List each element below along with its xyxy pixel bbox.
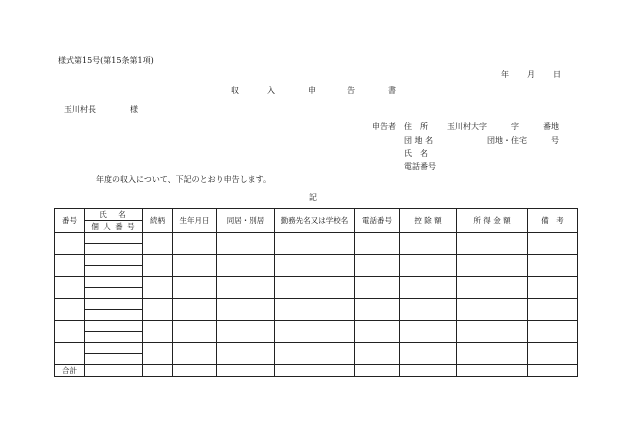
birthdate-cell[interactable]	[173, 343, 217, 365]
deduction-cell[interactable]	[400, 321, 457, 343]
relationship-cell[interactable]	[143, 343, 173, 365]
table-row	[55, 277, 578, 288]
birthdate-cell[interactable]	[173, 277, 217, 299]
total-birthdate-cell[interactable]	[173, 365, 217, 377]
number-cell[interactable]	[55, 299, 85, 321]
header-cohabitation: 同居・別居	[217, 209, 275, 233]
header-birthdate: 生年月日	[173, 209, 217, 233]
table-row	[55, 321, 578, 332]
ki-marker: 記	[309, 193, 317, 202]
remarks-cell[interactable]	[528, 343, 578, 365]
header-name	[85, 209, 143, 221]
relationship-cell[interactable]	[143, 277, 173, 299]
deduction-cell[interactable]	[400, 299, 457, 321]
addressee-suffix: 様	[130, 105, 138, 114]
cohabitation-cell[interactable]	[217, 299, 275, 321]
birthdate-cell[interactable]	[173, 299, 217, 321]
individual-number-cell[interactable]	[85, 310, 143, 321]
table-row	[55, 255, 578, 266]
table-row	[55, 299, 578, 310]
total-name-cell[interactable]	[85, 365, 143, 377]
cohabitation-cell[interactable]	[217, 255, 275, 277]
income-cell[interactable]	[457, 343, 528, 365]
total-phone-cell[interactable]	[355, 365, 400, 377]
title-char-1: 収	[231, 86, 239, 95]
header-number: 番号	[55, 209, 85, 233]
relationship-cell[interactable]	[143, 255, 173, 277]
date-day-label: 日	[553, 70, 561, 79]
remarks-cell[interactable]	[528, 277, 578, 299]
total-deduction-cell[interactable]	[400, 365, 457, 377]
header-workplace: 勤務先名又は学校名	[275, 209, 355, 233]
phone-number-label: 電話番号	[404, 162, 436, 171]
name-cell[interactable]	[85, 343, 143, 354]
number-cell[interactable]	[55, 343, 85, 365]
header-remarks: 備 考	[528, 209, 578, 233]
income-cell[interactable]	[457, 321, 528, 343]
total-cohabitation-cell[interactable]	[217, 365, 275, 377]
table-body	[55, 233, 578, 377]
individual-number-cell[interactable]	[85, 266, 143, 277]
title-char-3: 申	[308, 86, 316, 95]
table-header-row	[55, 209, 578, 221]
individual-number-cell[interactable]	[85, 332, 143, 343]
housing-complex-label: 団 地 名	[404, 136, 434, 145]
income-cell[interactable]	[457, 233, 528, 255]
deduction-cell[interactable]	[400, 255, 457, 277]
name-cell[interactable]	[85, 255, 143, 266]
phone-cell[interactable]	[355, 255, 400, 277]
applicant-label: 申告者	[372, 122, 396, 131]
phone-cell[interactable]	[355, 343, 400, 365]
phone-cell[interactable]	[355, 277, 400, 299]
header-name-label: 氏 名	[99, 210, 128, 219]
income-cell[interactable]	[457, 255, 528, 277]
phone-cell[interactable]	[355, 299, 400, 321]
address-value[interactable]: 玉川村大字 字 番地	[447, 122, 559, 131]
phone-cell[interactable]	[355, 233, 400, 255]
income-cell[interactable]	[457, 277, 528, 299]
date-year-label: 年	[501, 70, 509, 79]
form-number: 様式第15号(第15条第1項)	[58, 56, 154, 65]
remarks-cell[interactable]	[528, 299, 578, 321]
number-cell[interactable]	[55, 255, 85, 277]
header-income: 所 得 金 額	[457, 209, 528, 233]
cohabitation-cell[interactable]	[217, 321, 275, 343]
title-char-4: 告	[347, 86, 355, 95]
number-cell[interactable]	[55, 277, 85, 299]
total-row	[55, 365, 578, 377]
address-label: 住 所	[404, 122, 428, 131]
name-cell[interactable]	[85, 233, 143, 244]
header-individual-number	[85, 221, 143, 233]
cohabitation-cell[interactable]	[217, 343, 275, 365]
remarks-cell[interactable]	[528, 233, 578, 255]
cohabitation-cell[interactable]	[217, 233, 275, 255]
deduction-cell[interactable]	[400, 233, 457, 255]
workplace-cell[interactable]	[275, 233, 355, 255]
housing-complex-value[interactable]: 団地・住宅 号	[447, 136, 559, 145]
number-cell[interactable]	[55, 321, 85, 343]
title-char-5: 書	[388, 86, 396, 95]
total-income-cell[interactable]	[457, 365, 528, 377]
birthdate-cell[interactable]	[173, 255, 217, 277]
total-relationship-cell[interactable]	[143, 365, 173, 377]
phone-cell[interactable]	[355, 321, 400, 343]
individual-number-cell[interactable]	[85, 244, 143, 255]
number-cell[interactable]	[55, 233, 85, 255]
header-relationship: 続柄	[143, 209, 173, 233]
relationship-cell[interactable]	[143, 299, 173, 321]
workplace-cell[interactable]	[275, 343, 355, 365]
relationship-cell[interactable]	[143, 233, 173, 255]
workplace-cell[interactable]	[275, 321, 355, 343]
date-month-label: 月	[527, 70, 535, 79]
individual-number-cell[interactable]	[85, 288, 143, 299]
addressee-name: 玉川村長	[64, 105, 96, 114]
total-workplace-cell[interactable]	[275, 365, 355, 377]
income-cell[interactable]	[457, 299, 528, 321]
header-phone: 電話番号	[355, 209, 400, 233]
title-char-2: 入	[267, 86, 275, 95]
applicant-name-label: 氏 名	[404, 149, 428, 158]
name-cell[interactable]	[85, 299, 143, 310]
total-label: 合計	[55, 365, 85, 377]
name-cell[interactable]	[85, 277, 143, 288]
table-row	[55, 343, 578, 354]
header-deduction: 控 除 額	[400, 209, 457, 233]
relationship-cell[interactable]	[143, 321, 173, 343]
remarks-cell[interactable]	[528, 255, 578, 277]
remarks-cell[interactable]	[528, 321, 578, 343]
deduction-cell[interactable]	[400, 343, 457, 365]
workplace-cell[interactable]	[275, 255, 355, 277]
income-table	[54, 208, 578, 377]
header-individual-number-label: 個 人 番 号	[91, 222, 136, 231]
statement-text: 年度の収入について、下記のとおり申告します。	[96, 175, 272, 184]
name-cell[interactable]	[85, 321, 143, 332]
deduction-cell[interactable]	[400, 277, 457, 299]
workplace-cell[interactable]	[275, 299, 355, 321]
individual-number-cell[interactable]	[85, 354, 143, 365]
table-row	[55, 233, 578, 244]
workplace-cell[interactable]	[275, 277, 355, 299]
birthdate-cell[interactable]	[173, 233, 217, 255]
total-remarks-cell[interactable]	[528, 365, 578, 377]
cohabitation-cell[interactable]	[217, 277, 275, 299]
birthdate-cell[interactable]	[173, 321, 217, 343]
